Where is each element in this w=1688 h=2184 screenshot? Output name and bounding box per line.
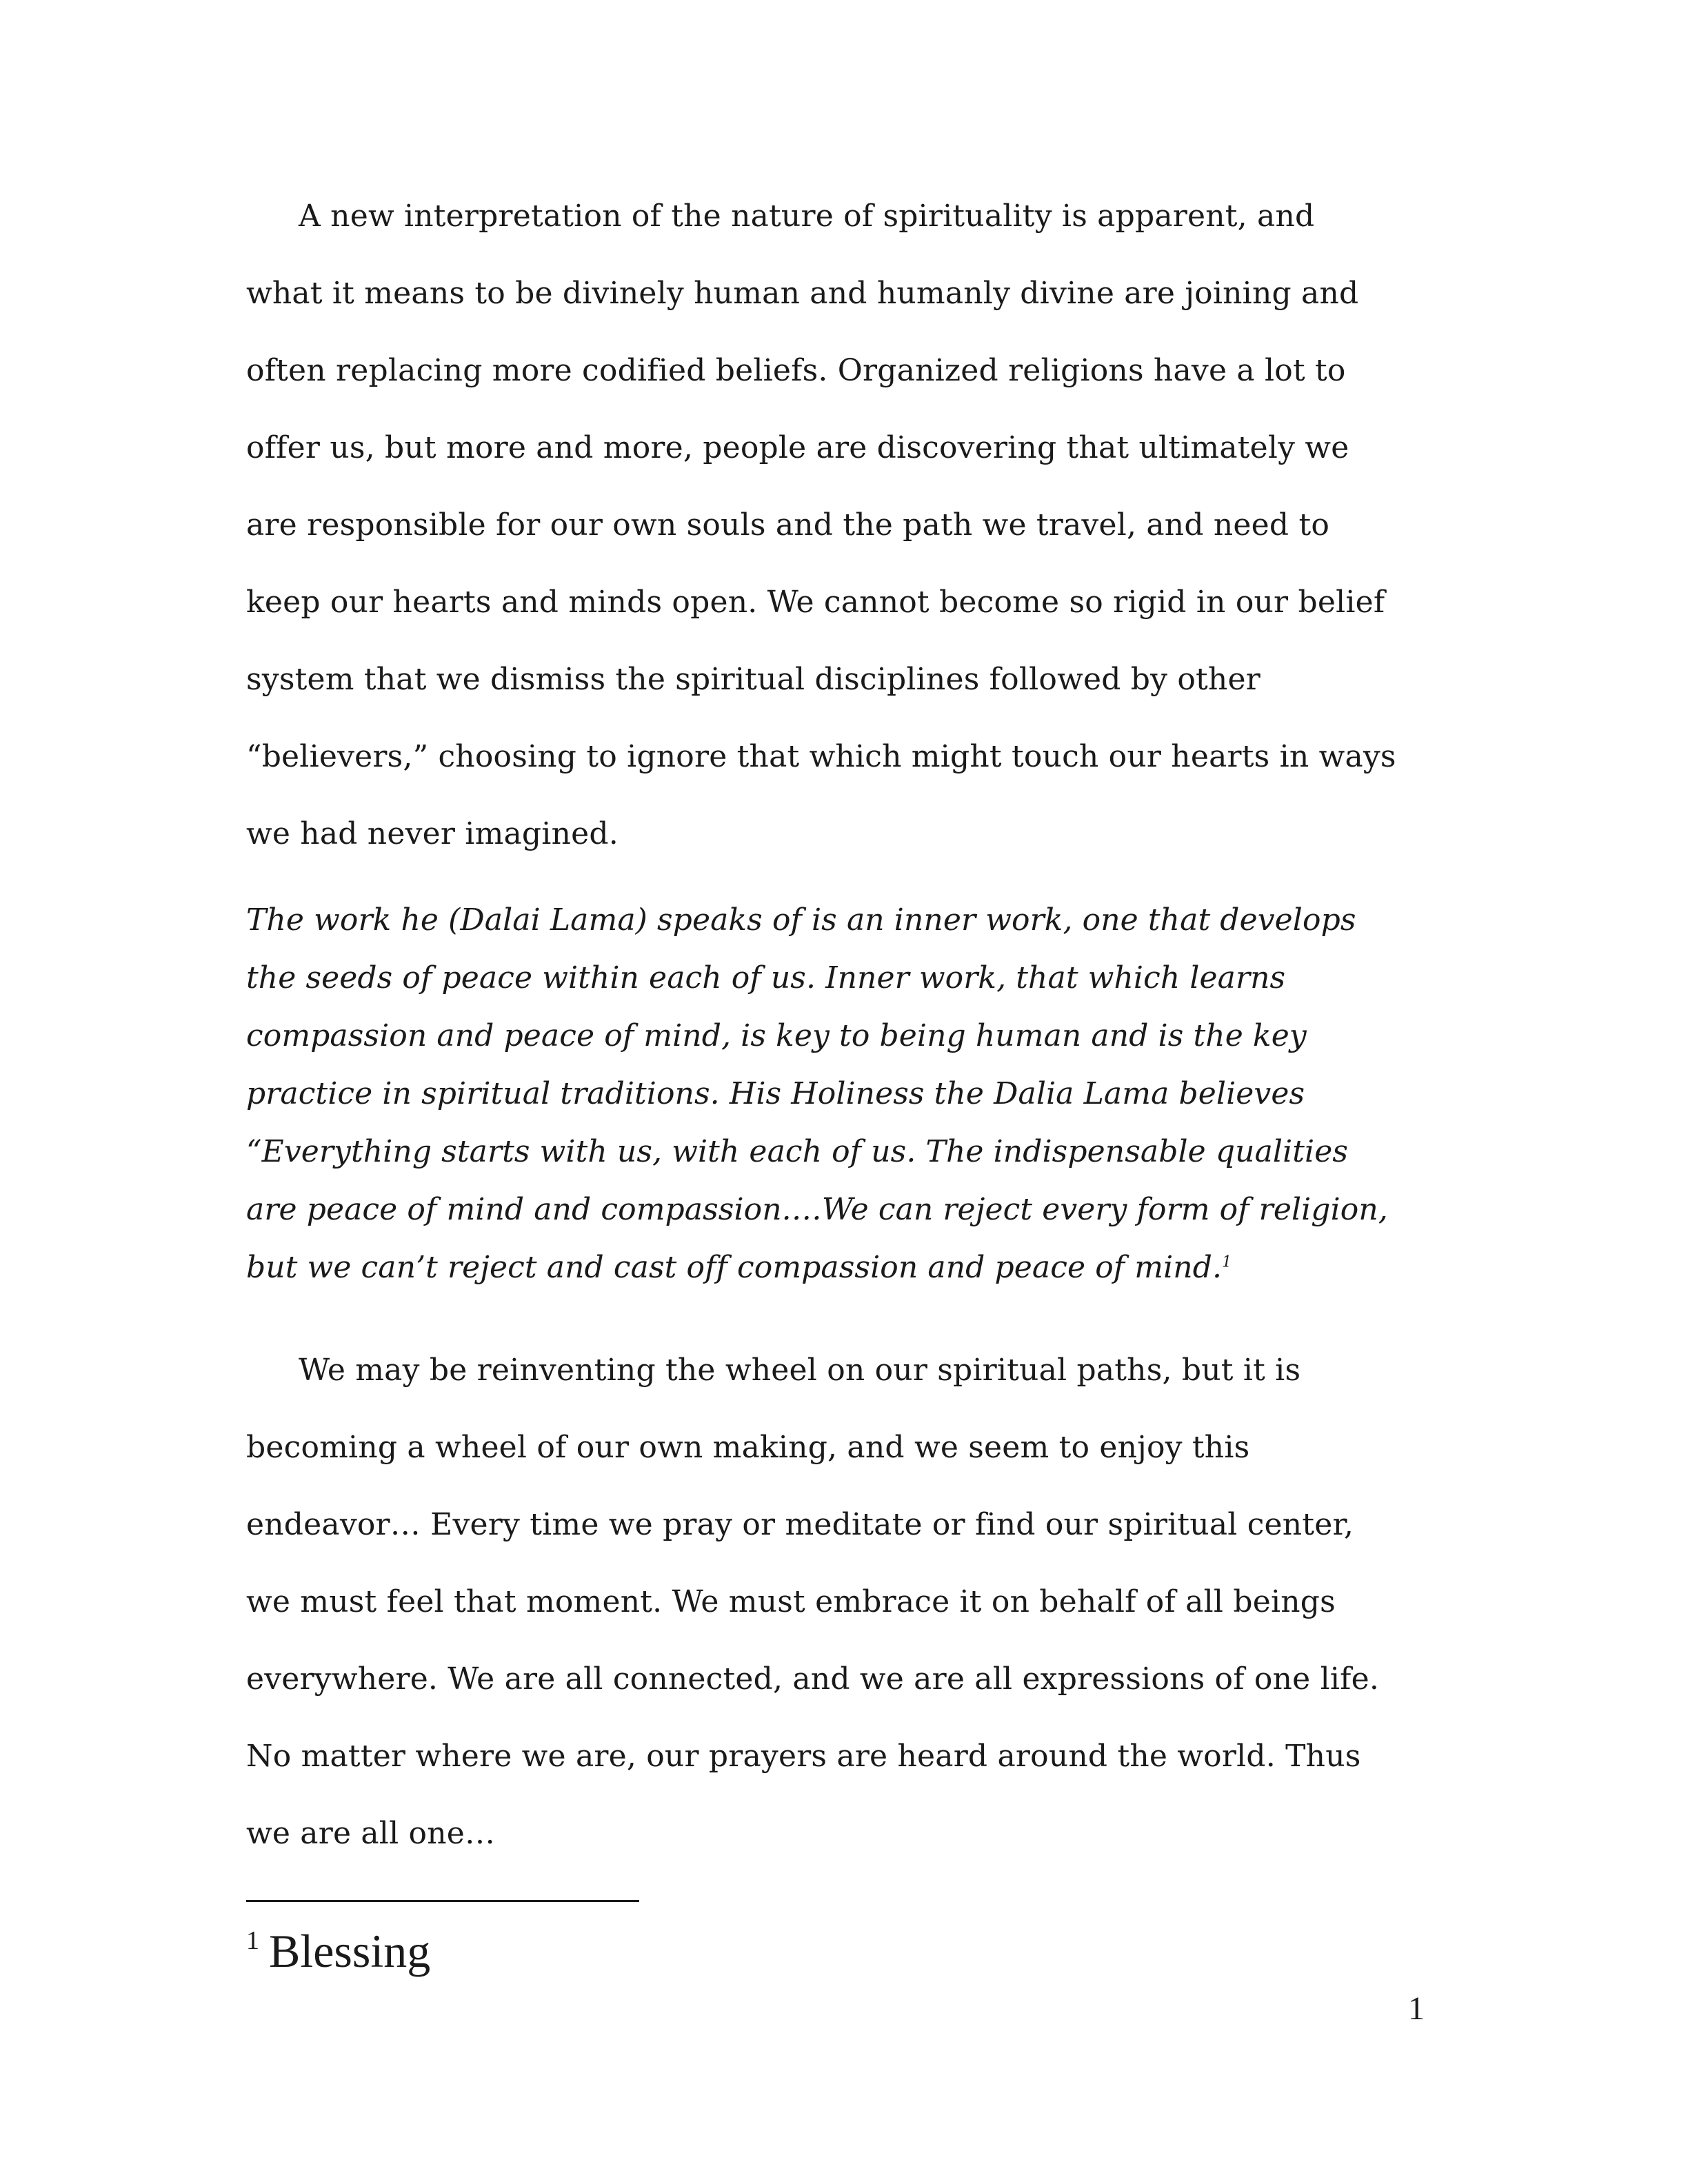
footnote: [246, 1922, 430, 1980]
paragraph-line: A new interpretation of the nature of spirituality is apparent, and: [299, 199, 1315, 234]
footnote-number: 1: [246, 1926, 259, 1955]
paragraph-line: offer us, but more and more, people are discovering that ultimately we: [246, 430, 1349, 465]
quote-line: the seeds of peace within each of us. Inner work, that which learns: [246, 960, 1286, 995]
quote-line-last: [246, 1239, 1460, 1297]
paragraph-line: becoming a wheel of our own making, and we seem to enjoy this: [246, 1430, 1250, 1465]
quote-line: “Everything starts with us, with each of us. The indispensable qualities: [246, 1134, 1349, 1169]
paragraph-line: everywhere. We are all connected, and we are all expressions of one life.: [246, 1661, 1380, 1697]
paragraph-line: what it means to be divinely human and humanly divine are joining and: [246, 276, 1359, 311]
paragraph-line: keep our hearts and minds open. We cannot become so rigid in our belief: [246, 585, 1385, 620]
paragraph-line: No matter where we are, our prayers are heard around the world. Thus: [246, 1739, 1361, 1774]
paragraph-line: often replacing more codified beliefs. Organized religions have a lot to: [246, 353, 1346, 388]
quote-line: are peace of mind and compassion.…We can reject every form of religion,: [246, 1192, 1388, 1227]
footnote-separator: [246, 1900, 639, 1902]
block-quote: [246, 891, 1460, 1297]
paragraph-line: we had never imagined.: [246, 816, 619, 851]
paragraph-1: [246, 178, 1460, 873]
quote-line: The work he (Dalai Lama) speaks of is an inner work, one that develops: [246, 902, 1356, 938]
paragraph-line: we must feel that moment. We must embrace it on behalf of all beings: [246, 1584, 1336, 1619]
paragraph-line: We may be reinventing the wheel on our spiritual paths, but it is: [299, 1353, 1301, 1388]
footnote-reference[interactable]: 1: [1222, 1253, 1232, 1271]
paragraph-line: are responsible for our own souls and the path we travel, and need to: [246, 507, 1330, 543]
quote-line: practice in spiritual traditions. His Holiness the Dalia Lama believes: [246, 1076, 1305, 1111]
quote-line-text: but we can’t reject and cast off compassion and peace of mind.: [246, 1250, 1223, 1285]
paragraph-line: endeavor… Every time we pray or meditate or find our spiritual center,: [246, 1507, 1354, 1542]
page-number: 1: [1408, 1990, 1425, 2027]
footnote-text: Blessing: [269, 1925, 431, 1977]
paragraph-line: we are all one…: [246, 1816, 496, 1851]
paragraph-line: “believers,” choosing to ignore that which might touch our hearts in ways: [246, 739, 1396, 774]
paragraph-2: [246, 1332, 1460, 1872]
quote-line: compassion and peace of mind, is key to being human and is the key: [246, 1018, 1307, 1053]
paragraph-line: system that we dismiss the spiritual disciplines followed by other: [246, 662, 1260, 697]
